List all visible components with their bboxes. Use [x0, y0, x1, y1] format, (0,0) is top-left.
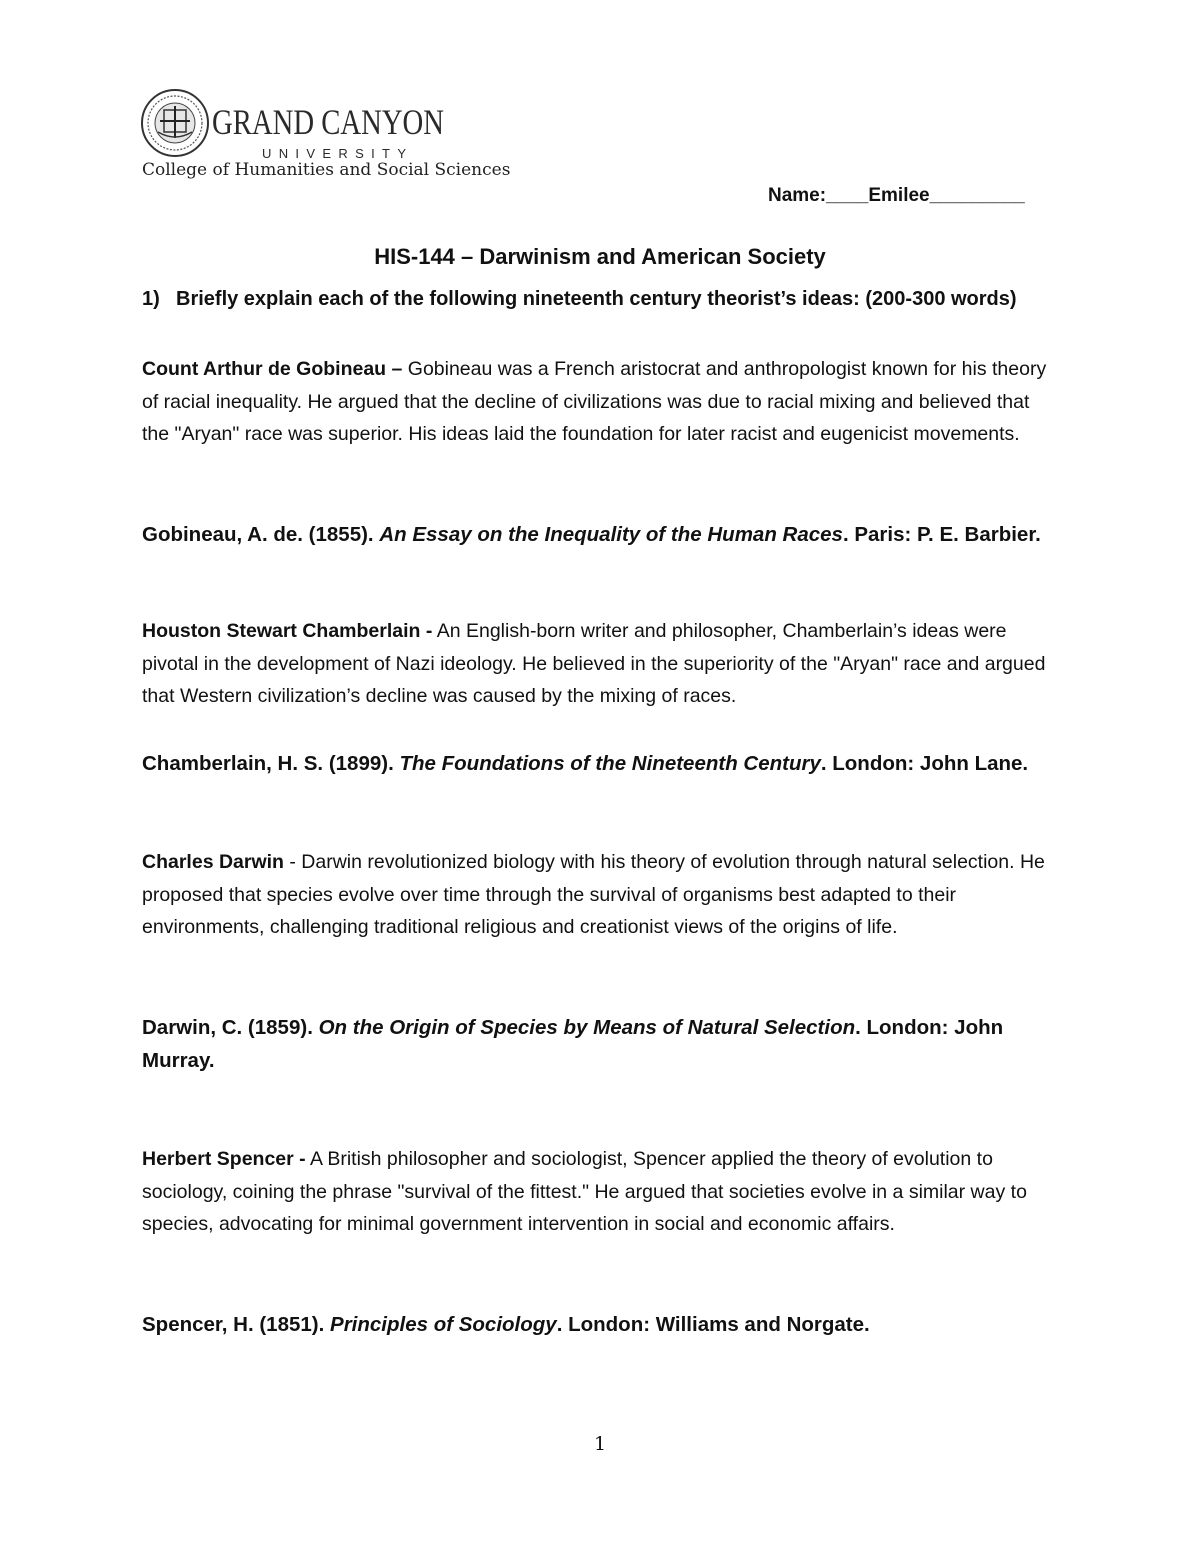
student-name-field: Name:____Emilee_________: [768, 185, 1025, 206]
citation-chamberlain: [142, 747, 1057, 780]
citation-spencer: [142, 1308, 1057, 1341]
citation-gobineau: [142, 518, 1057, 551]
theorist-name: Herbert Spencer -: [142, 1148, 306, 1170]
logo-subtext: UNIVERSITY: [262, 146, 406, 161]
citation-publisher: . Paris: P. E. Barbier.: [842, 523, 1041, 546]
citation-author: Gobineau, A. de. (1855).: [142, 523, 380, 546]
citation-publisher: . London: Williams and Norgate.: [556, 1313, 870, 1336]
citation-author: Spencer, H. (1851).: [142, 1313, 331, 1336]
citation-publisher: . London: John Lane.: [820, 752, 1029, 775]
theorist-text: Gobineau was a French aristocrat and anthropologist known for his theory of racial inequality. He argued that the decline of civilizations was due to racial mixing and believed that the "Aryan" race was superior. His ideas laid the foundation for later racist and eugenicist movements.: [142, 358, 1047, 445]
question-text: Briefly explain each of the following nineteenth century theorist’s ideas: (200-300 words): [176, 288, 1017, 310]
theorist-name: Charles Darwin: [142, 851, 284, 873]
logo-wordmark: [208, 96, 598, 162]
document-title: HIS-144 – Darwinism and American Society: [374, 244, 826, 269]
theorist-name: Houston Stewart Chamberlain -: [142, 620, 433, 642]
citation-work: On the Origin of Species by Means of Natural Selection: [318, 1016, 856, 1039]
college-name: College of Humanities and Social Sciences: [142, 160, 511, 180]
question-prompt: [142, 288, 1017, 311]
citation-work: An Essay on the Inequality of the Human Races: [379, 523, 843, 546]
theorist-description-spencer: [142, 1143, 1057, 1241]
logo-text: GRAND CANYON: [212, 102, 444, 142]
theorist-text: An English-born writer and philosopher, Chamberlain’s ideas were pivotal in the development of Nazi ideology. He believed in the superiority of the "Aryan" race and argued that Western civilization’s decline was caused by the mixing of races.: [142, 620, 1046, 707]
citation-author: Chamberlain, H. S. (1899).: [142, 752, 400, 775]
citation-work: The Foundations of the Nineteenth Century: [399, 752, 821, 775]
university-seal-icon: [140, 88, 210, 158]
page-number: 1: [593, 1433, 607, 1455]
theorist-description-gobineau: [142, 353, 1057, 451]
theorist-name: Count Arthur de Gobineau –: [142, 358, 403, 380]
theorist-description-darwin: [142, 846, 1057, 944]
citation-darwin: [142, 1011, 1057, 1077]
citation-publisher: . London: John Murray.: [142, 1016, 1004, 1072]
theorist-text: A British philosopher and sociologist, Spencer applied the theory of evolution to sociology, coining the phrase "survival of the fittest." He argued that societies evolve in a similar way to species, advocating for minimal government intervention in social and economic affairs.: [142, 1148, 1027, 1235]
theorist-description-chamberlain: [142, 615, 1057, 713]
citation-work: Principles of Sociology: [330, 1313, 557, 1336]
theorist-text: - Darwin revolutionized biology with his theory of evolution through natural selection. He proposed that species evolve over time through the survival of organisms best adapted to their environments, challenging traditional religious and creationist views of the origins of life.: [142, 851, 1045, 938]
citation-author: Darwin, C. (1859).: [142, 1016, 319, 1039]
question-number: 1): [142, 288, 160, 310]
